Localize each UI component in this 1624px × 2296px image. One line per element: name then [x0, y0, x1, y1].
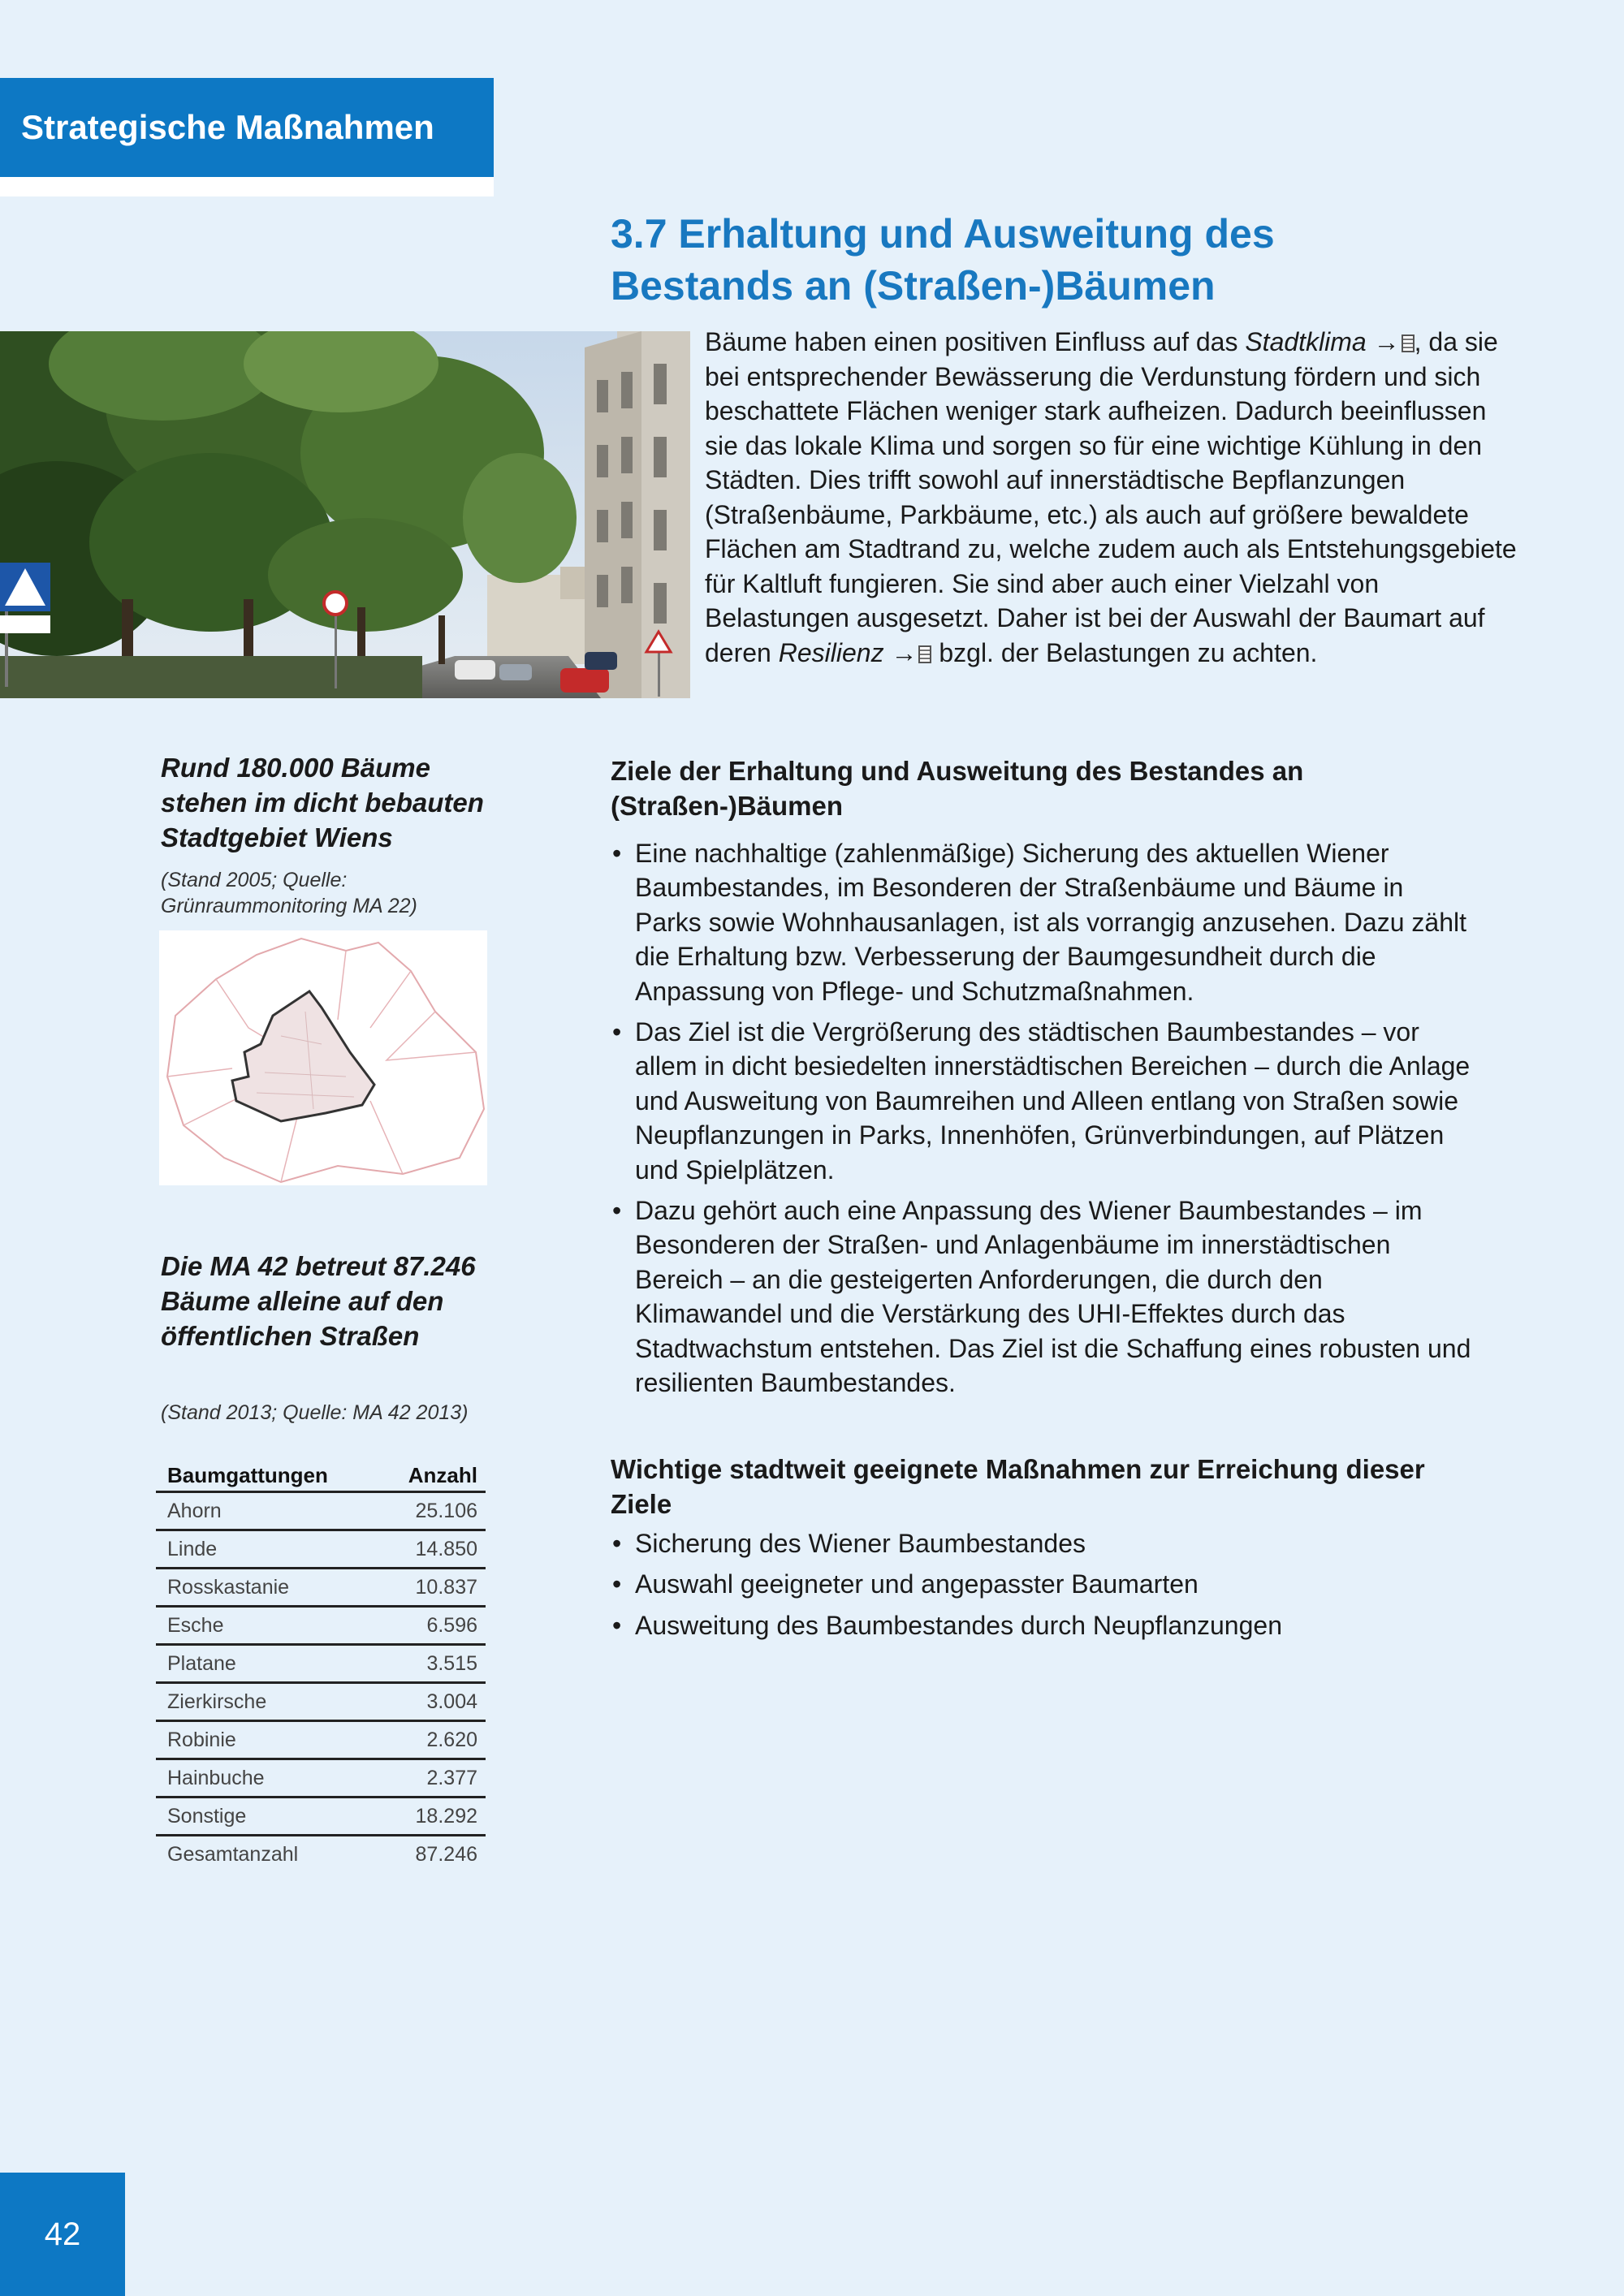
genus-cell: Linde	[156, 1530, 377, 1569]
table-row	[156, 1492, 486, 1530]
measures-heading: Wichtige stadtweit geeignete Maßnahmen zur Erreichung dieser Ziele	[611, 1454, 1425, 1519]
table-row	[156, 1607, 486, 1645]
glossary-document-icon	[918, 645, 931, 663]
list-item	[611, 1015, 1471, 1187]
bullet: •	[612, 1569, 622, 1599]
page-title	[611, 208, 1544, 312]
table-header-row	[156, 1455, 486, 1492]
bullet: •	[612, 839, 622, 868]
glossary-document-icon	[1402, 334, 1415, 352]
page-number-box	[0, 2173, 125, 2296]
bullet: •	[612, 1610, 622, 1640]
list-item	[611, 1193, 1471, 1400]
genus-cell: Esche	[156, 1607, 377, 1645]
measure-text: Sicherung des Wiener Baumbestandes	[635, 1529, 1086, 1558]
bullet: •	[612, 1017, 622, 1047]
genus-cell: Sonstige	[156, 1798, 377, 1836]
page-number: 42	[44, 2216, 81, 2252]
section-tab-underline	[0, 177, 494, 196]
title-line-2: Bestands an (Straßen-)Bäumen	[611, 263, 1216, 309]
count-cell: 18.292	[377, 1798, 486, 1836]
genus-cell: Rosskastanie	[156, 1569, 377, 1607]
count-cell: 25.106	[377, 1492, 486, 1530]
goal-text: Dazu gehört auch eine Anpassung des Wiener Baumbestandes – im Besonderen der Straßen- und Anlagenbäume im innerstädtischen Bereich – an die gesteigerten Anforderungen, die durch den Klimawandel und die Verstärkung des UHI-Effektes durch das Stadtwachstum entstehen. Das Ziel ist die Schaffung eines robusten und resilienten Baumbestandes.	[635, 1196, 1471, 1398]
table-row	[156, 1645, 486, 1683]
list-item	[611, 1608, 1471, 1642]
intro-paragraph	[705, 325, 1517, 670]
term-stadtklima: Stadtklima	[1245, 327, 1367, 356]
count-cell: 2.620	[377, 1721, 486, 1759]
section-tab	[0, 78, 494, 177]
table-row-total	[156, 1836, 486, 1873]
measure-text: Ausweitung des Baumbestandes durch Neupflanzungen	[635, 1610, 1282, 1640]
tree-genera-table	[156, 1455, 486, 1872]
goal-text: Eine nachhaltige (zahlenmäßige) Sicherung des aktuellen Wiener Baumbestandes, im Besonderen der Straßenbäume und Bäume in Parks sowie Wohnhausanlagen, ist als vorrangig anzusehen. Dazu zählt die Erhaltung bzw. Verbesserung der Baumgesundheit durch die Anpassung von Pflege- und Schutzmaßnahmen.	[635, 839, 1466, 1006]
table-row	[156, 1569, 486, 1607]
table-row	[156, 1530, 486, 1569]
count-cell: 6.596	[377, 1607, 486, 1645]
vienna-map	[159, 930, 487, 1185]
intro-text-1: Bäume haben einen positiven Einfluss auf das	[705, 327, 1246, 356]
measure-text: Auswahl geeigneter und angepasster Baumarten	[635, 1569, 1199, 1599]
table-row	[156, 1798, 486, 1836]
stat-source-1: (Stand 2005; Quelle: Grünraummonitoring MA 22)	[161, 869, 417, 917]
bullet: •	[612, 1196, 622, 1226]
genus-cell: Hainbuche	[156, 1759, 377, 1798]
intro-text-2: , da sie bei entsprechender Bewässerung die Verdunstung fördern und sich beschattete Flächen weniger stark aufheizen. Dadurch beeinflussen sie das lokale Klima und sorgen so für eine wichtige Kühlung in den Städten. Dies trifft sowohl auf innerstädtische Bepflanzungen (Straßenbäume, Parkbäume, etc.) als auch auf größere bewaldete Flächen am Stadtrand zu, welche zudem auch als Entstehungsgebiete für Kaltluft fungieren. Sie sind aber auch einer Vielzahl von Belastungen ausgesetzt. Daher ist bei der Auswahl der Baumart auf deren	[705, 327, 1517, 667]
measures-list	[611, 1526, 1471, 1649]
table-row	[156, 1759, 486, 1798]
stat-headline-trees-vienna: Rund 180.000 Bäume stehen im dicht bebauten Stadtgebiet Wiens	[161, 753, 484, 852]
genus-cell: Platane	[156, 1645, 377, 1683]
column-header-genus: Baumgattungen	[156, 1455, 377, 1492]
column-header-count: Anzahl	[377, 1455, 486, 1492]
intro-text-3: bzgl. der Belastungen zu achten.	[931, 637, 1318, 667]
term-resilienz: Resilienz	[778, 637, 884, 667]
glossary-arrow-1: →	[1373, 327, 1400, 356]
list-item	[611, 836, 1471, 1008]
list-item	[611, 1567, 1471, 1601]
genus-cell: Robinie	[156, 1721, 377, 1759]
table-row	[156, 1683, 486, 1721]
street-trees-photo	[0, 331, 690, 698]
title-line-1: 3.7 Erhaltung und Ausweitung des	[611, 211, 1275, 257]
count-cell: 87.246	[415, 1842, 477, 1866]
goal-text: Das Ziel ist die Vergrößerung des städtischen Baumbestandes – vor allem in dicht besiedelten innerstädtischen Bereichen – durch die Anlage und Ausweitung von Baumreihen und Alleen entlang von Straßen sowie Neupflanzungen in Parks, Innenhöfen, Grünverbindungen, auf Plätzen und Spielplätzen.	[635, 1017, 1471, 1185]
count-cell: 3.515	[377, 1645, 486, 1683]
section-label: Strategische Maßnahmen	[21, 108, 434, 146]
table-row	[156, 1721, 486, 1759]
goals-heading: Ziele der Erhaltung und Ausweitung des Bestandes an (Straßen-)Bäumen	[611, 756, 1304, 821]
bullet: •	[612, 1529, 622, 1558]
stat-source-2: (Stand 2013; Quelle: MA 42 2013)	[161, 1401, 469, 1424]
genus-cell: Gesamtanzahl	[167, 1842, 299, 1866]
genus-cell: Ahorn	[156, 1492, 377, 1530]
count-cell: 3.004	[377, 1683, 486, 1721]
goals-list	[611, 836, 1471, 1407]
count-cell: 10.837	[377, 1569, 486, 1607]
stat-headline-ma42: Die MA 42 betreut 87.246 Bäume alleine auf den öffentlichen Straßen	[161, 1251, 476, 1351]
genus-cell: Zierkirsche	[156, 1683, 377, 1721]
glossary-arrow-2: →	[891, 637, 918, 667]
list-item	[611, 1526, 1471, 1560]
count-cell: 2.377	[377, 1759, 486, 1798]
count-cell: 14.850	[377, 1530, 486, 1569]
